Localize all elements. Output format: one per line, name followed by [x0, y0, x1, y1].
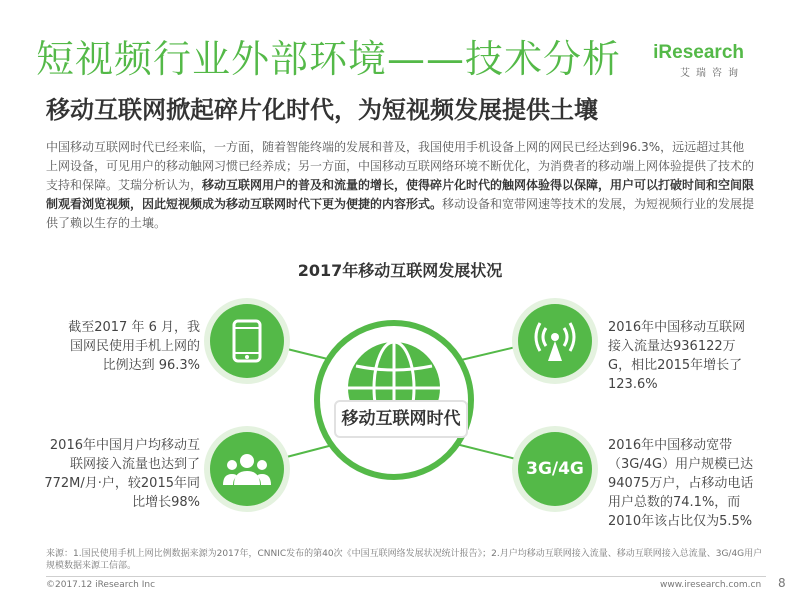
diagram-title: 2017年移动互联网发展状况 [297, 261, 503, 280]
node-signal [518, 304, 592, 378]
brand-sub: 艾瑞咨询 [680, 68, 744, 79]
intro-text-bold: 移动互联网用户的普及和流量的增长，使得碎片化时代的触网体验得以保障，用户可以打破时间和空间限制观看浏览视频，因此短视频成为移动互联网时代下更为便捷的内容形式。 [46, 178, 755, 211]
node-3g4g [518, 432, 592, 506]
intro-text-1: 中国移动互联网时代已经来临，一方面，随着智能终端的发展和普及，我国使用手机设备上网的网民已经达到96.3%，远远超过其他上网设备，可见用户的移动触网习惯已经养成；另一方面，中国移动互联网络环境不断优化，为消费者的移动端上网体验提供了技术的支持和保障。艾瑞分析认为， [46, 140, 755, 192]
users-icon [222, 449, 272, 489]
footer-divider [46, 576, 766, 577]
center-label: 移动互联网时代 [334, 400, 468, 438]
smartphone-icon [232, 319, 262, 363]
node-users [210, 432, 284, 506]
node-smartphone-text: 截至2017 年 6 月，我国网民使用手机上网的比例达到 96.3% [68, 320, 200, 373]
page-subtitle: 移动互联网掀起碎片化时代，为短视频发展提供土壤 [46, 96, 598, 124]
node-users-text: 2016年中国月户均移动互联网接入流量也达到了772M/月·户，较2015年同比增长98% [44, 438, 200, 510]
3g-4g-icon: 3G/4G [526, 459, 584, 479]
source-note: 来源：1.国民使用手机上网比例数据来源为2017年，CNNIC发布的第40次《中国互联网络发展状况统计报告》；2.月户均移动互联网接入流量、移动互联网接入总流量、3G/4G用户规模数据来源工信部。 [46, 549, 763, 571]
brand-name: iResearch [653, 42, 744, 63]
page-number: 8 [778, 576, 786, 590]
node-signal-text: 2016年中国移动互联网接入流量达936122万G，相比2015年增长了123.6% [608, 320, 746, 392]
intro-text-2: 移动设备和宽带网速等技术的发展，为短视频行业的发展提供了赖以生存的土壤。 [46, 197, 755, 230]
node-3g4g-text: 2016年中国移动宽带（3G/4G）用户规模已达94075万户，占移动电话用户总数的74.1%，而2010年该占比仅为5.5% [608, 438, 754, 529]
website-link[interactable]: www.iresearch.com.cn [660, 580, 762, 590]
page-title: 短视频行业外部环境——技术分析 [36, 37, 622, 81]
node-smartphone [210, 304, 284, 378]
copyright: ©2017.12 iResearch Inc [46, 580, 156, 590]
signal-tower-icon [533, 319, 577, 363]
